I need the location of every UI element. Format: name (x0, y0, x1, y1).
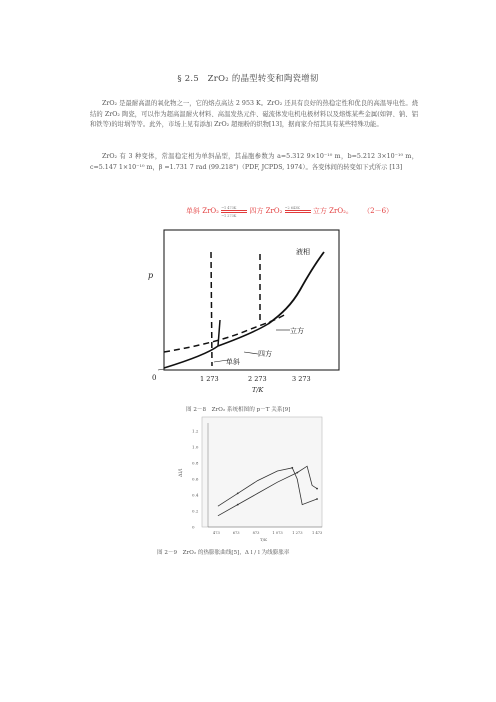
eq-reversible-arrow-1 (221, 205, 247, 218)
eq-number: （2－6） (363, 207, 394, 215)
expansion-point (237, 493, 239, 495)
figure2-y-tick: 1.2 (192, 428, 199, 434)
figure2-caption: 图 2－9 ZrO₂ 的热膨胀曲线[5]，Δ l / l 为线膨胀率 (157, 550, 290, 556)
figure2-x-tick: 673 (232, 531, 240, 535)
figure2-x-label: T/K (260, 537, 268, 542)
eq-arrow2-top: ~2 643K (284, 205, 300, 210)
expansion-point (291, 467, 293, 469)
figure1-x-tick-2: 2 273 (248, 375, 267, 383)
figure2-x-tick: 473 (212, 531, 220, 535)
figure1-y-label: p (148, 271, 154, 280)
label-tetragonal: 四方 (258, 350, 272, 358)
figure2-x-tick: 873 (252, 531, 260, 535)
figure2-background (202, 417, 322, 527)
eq-tetragonal: 四方 ZrO₂ (249, 207, 283, 215)
phase-transition-equation (186, 206, 393, 216)
figure2-y-tick: 0.6 (192, 476, 199, 482)
figure2-y-tick: 0.2 (192, 508, 199, 514)
eq-cubic: 立方 ZrO₂。 (312, 207, 353, 215)
figure2-y-tick: 0.4 (192, 492, 199, 498)
figure2-x-tick: 1 473 (312, 531, 323, 535)
label-monoclinic: 单斜 (226, 358, 240, 366)
origin-tick (158, 369, 164, 370)
figure1-x-label: T/K (252, 386, 264, 394)
figure1-x-tick-3: 3 273 (292, 375, 311, 383)
eq-monoclinic: 单斜 ZrO₂ (186, 207, 219, 215)
figure2-y-label: Δl/l (178, 468, 184, 477)
figure1-x-tick-1: 1 273 (200, 375, 219, 383)
label-liquid: 液相 (296, 248, 310, 256)
section-title: § 2.5 ZrO₂ 的晶型转变和陶瓷增韧 (177, 73, 319, 83)
expansion-point (237, 504, 239, 506)
figure2-y-tick: 1.0 (192, 444, 199, 450)
expansion-point (316, 498, 318, 500)
label-cubic: 立方 (290, 327, 304, 335)
figure2-x-tick: 1 273 (292, 531, 303, 535)
figure1-frame (164, 230, 339, 370)
figure2-y-tick: 0 (192, 524, 195, 530)
eq-arrow1-bottom: ~1 273K (221, 213, 237, 218)
expansion-point (316, 488, 318, 490)
eq-arrow1-top: ~1 473K (221, 205, 237, 210)
expansion-point (296, 472, 298, 474)
figure-thermal-expansion (172, 415, 332, 545)
figure2-x-tick: 1 073 (272, 531, 283, 535)
paragraph-zro2-variants: ZrO₂ 有 3 种变体，常温稳定相为单斜晶型，其晶胞参数为 a=5.312 9×10⁻¹⁰ m，b=5.212 3×10⁻¹⁰ m，c=5.147 1×10⁻¹⁰ m，β =1.731 7 rad (99.218°)（PDF, JCPDS, 1974）。各变体间的转变如下式所示 [13] (90, 153, 418, 171)
paragraph-zro2-properties: ZrO₂ 是最耐高温的氧化物之一，它的熔点高达 2 953 K。ZrO₂ 还具有良好的热稳定性和优良的高温导电性。烧结的 ZrO₂ 陶瓷，可以作为超高温耐火材料、高温发热元件、磁流体发电机电极材料以及熔炼某些金属(如钾、钠、铝和铁等)的坩埚等等。此外，市场上见有添加 ZrO₂ 超细粉的织物[13]，据商家介绍其具有某些特殊功能。 (90, 100, 418, 129)
eq-reversible-arrow-2 (284, 205, 311, 215)
figure1-caption: 图 2－8 ZrO₂ 系统相图的 p－T 关系[9] (186, 407, 291, 413)
figure-pt-phase-diagram (140, 226, 360, 396)
figure2-y-tick: 0.8 (192, 460, 199, 466)
figure1-origin: 0 (152, 374, 157, 382)
